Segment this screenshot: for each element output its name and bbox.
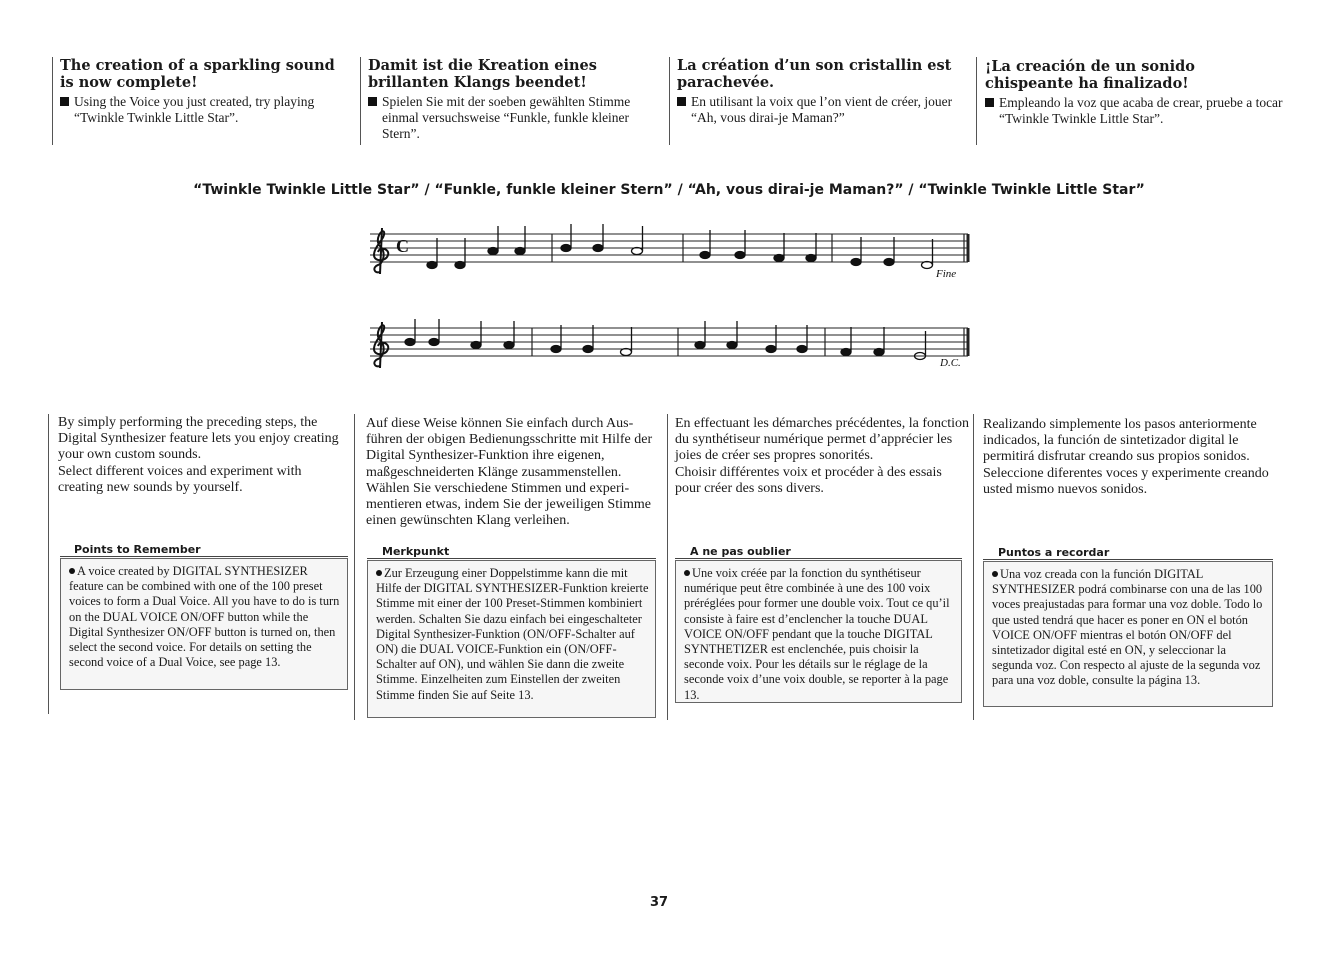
treble-clef-icon — [374, 228, 388, 274]
dot-bullet-icon — [684, 570, 690, 576]
body-paragraph: En effectuant les démarches précédentes, la fonction du synthétiseur numérique permet d’apprécier les joies de créer ses propres sonorités. Choisir différentes voix et procéder à des essais pour créer des sons divers. — [675, 416, 969, 496]
time-signature: C — [396, 236, 409, 256]
section-title: ¡La creación de un sonido chispeante ha finalizado! — [985, 58, 1195, 92]
dot-bullet-icon — [376, 570, 382, 576]
section-bullet-text: Spielen Sie mit der soeben gewählten Stimme einmal versuchsweise “Funkle, funkle kleiner Stern”. — [382, 94, 631, 141]
column-divider — [667, 414, 668, 720]
section-german — [368, 57, 662, 142]
column-divider — [973, 414, 974, 720]
body-spanish — [983, 417, 1279, 498]
section-title: La création d’un son cristallin est parachevée. — [677, 57, 952, 91]
body-paragraph: Realizando simplemente los pasos anteriormente indicados, la función de sintetizador digital le permitirá disfrutar creando sus propios sonidos. Seleccione diferentes voces y experimente creando usted mismo nuevos sonidos. — [983, 417, 1269, 497]
note-label-rule — [675, 558, 962, 559]
dc-mark: D.C. — [940, 357, 961, 369]
dot-bullet-icon — [69, 568, 75, 574]
section-spanish — [985, 58, 1285, 127]
note-box-german — [367, 560, 656, 718]
staff-lines — [370, 234, 968, 262]
note-label: Merkpunkt — [382, 545, 450, 558]
section-english — [60, 57, 352, 126]
section-bullet — [985, 95, 1285, 127]
column-divider — [354, 414, 355, 720]
section-bullet-text: Using the Voice you just created, try playing “Twinkle Twinkle Little Star”. — [74, 94, 315, 125]
body-german — [366, 416, 662, 529]
section-bullet-text: En utilisant la voix que l’on vient de créer, jouer “Ah, vous dirai-je Maman?” — [691, 94, 953, 125]
score-line-2 — [360, 315, 980, 373]
note-label: A ne pas oublier — [690, 545, 791, 558]
note-text: Une voix créée par la fonction du synthétiseur numérique peut être combinée à une des 100 voix préréglées pour former une double voix. Tout ce qu’il consiste à faire est d’enclencher la touche DUAL VOICE ON/OFF pendant que la touche DIGITAL SYNTHETIZER est enclenchée, puis choisir la seconde voix. Pour les détails sur le réglage de la seconde voix d’une voix double, se reporter à la page 13. — [684, 566, 950, 702]
body-french — [675, 416, 969, 497]
note-box-spanish — [983, 561, 1273, 707]
section-bullet — [677, 94, 969, 126]
square-bullet-icon — [60, 97, 69, 106]
note-text: Una voz creada con la función DIGITAL SYNTHESIZER podrá combinarse con una de las 100 voces preajustadas para formar una voz doble. Todo lo que usted tendrá que hacer es poner en ON el botón VOICE ON/OFF mientras el botón ON/OFF del sintetizador digital esté en ON, y seleccionar la segunda voz. Con respecto al ajuste de la segunda voz para una voz doble, consulte la página 13. — [992, 567, 1263, 688]
square-bullet-icon — [677, 97, 686, 106]
body-paragraph: Auf diese Weise können Sie einfach durch Aus-führen der obigen Bedienungsschritte mit Hilfe der Digital Synthesizer-Funktion ihre eigenen, maßgeschneiderten Klänge zusammenstellen. Wählen Sie verschiedene Stimmen und experi-mentieren etwas, indem Sie der jeweiligen Stimme einen gewünschten Klang verleihen. — [366, 416, 653, 529]
body-paragraph: By simply performing the preceding steps, the Digital Synthesizer feature lets you enjoy creating your own custom sounds. Select different voices and experiment with creating new sounds by yourself. — [58, 415, 339, 495]
song-title: “Twinkle Twinkle Little Star” / “Funkle, funkle kleiner Stern” / “Ah, vous dirai-je Maman?” / “Twinkle Twinkle Little Star” — [193, 182, 1145, 198]
column-divider — [360, 57, 361, 145]
column-divider — [48, 414, 49, 714]
note-label-rule — [367, 558, 656, 559]
section-bullet — [60, 94, 352, 126]
fine-mark: Fine — [936, 268, 957, 280]
note-text: Zur Erzeugung einer Doppelstimme kann die mit Hilfe der DIGITAL SYNTHESIZER-Funktion kreierte Stimme mit einer der 100 Preset-Stimmen kombiniert werden. Schalten Sie dazu einfach bei eingeschalteter Digital Synthesizer-Funktion (ON/OFF-Schalter auf ON) die DUAL VOICE-Funktion ein (ON/OFF-Schalter auf ON), und wählen Sie dann die zweite Stimme. Einzelheiten zum Einstellen der zweiten Stimme finden Sie auf Seite 13. — [376, 566, 649, 702]
note-label-rule — [983, 559, 1273, 560]
notes — [405, 319, 926, 360]
score-line-1 — [360, 222, 980, 284]
dot-bullet-icon — [992, 571, 998, 577]
note-box-french — [675, 560, 962, 703]
section-title: Damit ist die Kreation eines brillanten Klangs beendet! — [368, 57, 597, 91]
column-divider — [976, 57, 977, 145]
treble-clef-icon — [374, 322, 388, 368]
section-french — [677, 57, 969, 126]
column-divider — [669, 57, 670, 145]
body-english — [58, 415, 348, 496]
note-box-english — [60, 558, 348, 690]
note-label-rule — [60, 556, 348, 557]
note-text: A voice created by DIGITAL SYNTHESIZER feature can be combined with one of the 100 preset voices to form a Dual Voice. All you have to do is turn on the DUAL VOICE ON/OFF button while the Digital Synthesizer ON/OFF button is turned on, then select the second voice. For details on setting the second voice of a Dual Voice, see page 13. — [69, 564, 340, 670]
section-bullet — [368, 94, 662, 142]
column-divider — [52, 57, 53, 145]
section-bullet-text: Empleando la voz que acaba de crear, pruebe a tocar “Twinkle Twinkle Little Star”. — [999, 95, 1283, 126]
page-number: 37 — [649, 895, 669, 910]
square-bullet-icon — [985, 98, 994, 107]
section-title: The creation of a sparkling sound is now complete! — [60, 57, 335, 91]
note-label: Points to Remember — [74, 543, 201, 556]
square-bullet-icon — [368, 97, 377, 106]
note-label: Puntos a recordar — [998, 546, 1110, 559]
